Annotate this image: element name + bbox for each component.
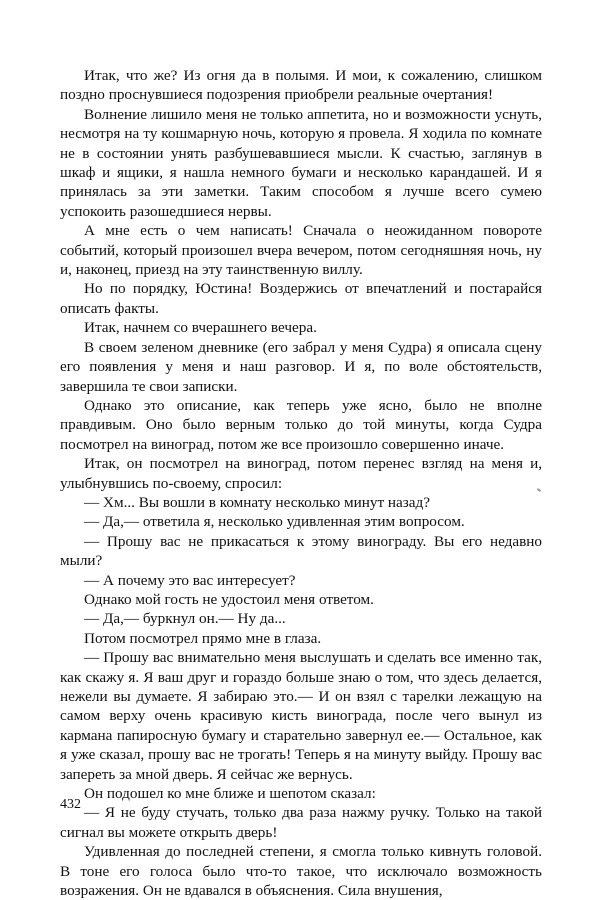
paragraph: В своем зеленом дневнике (его забрал у меня Судра) я описала сцену его появления у меня и наш разговор. И я, по воле обстоятельств, завершила те свои записки.	[60, 338, 542, 395]
body-text	[60, 66, 542, 900]
paragraph: Однако мой гость не удостоил меня ответом.	[84, 590, 374, 608]
paragraph: Итак, что же? Из огня да в полымя. И мои, к сожалению, слишком поздно проснувшиеся подозрения приобрели реальные очертания!	[60, 67, 542, 104]
paragraph: Волнение лишило меня не только аппетита, но и возможности уснуть, несмотря на ту кошмарную ночь, которую я провела. Я ходила по комнате не в состоянии унять разбушевавшиеся мысли. К счастью, заглянув в шкаф и ящики, я нашла немного бумаги и несколько карандашей. И я принялась за эти заметки. Таким способом я лучше всего сумею успокоить разошедшиеся нервы.	[60, 105, 542, 220]
dialogue-line: — Я не буду стучать, только два раза нажму ручку. Только на такой сигнал вы можете открыть дверь!	[60, 804, 542, 841]
dialogue-line: — А почему это вас интересует?	[84, 571, 296, 589]
paragraph: Итак, начнем со вчерашнего вечера.	[84, 319, 317, 337]
paragraph: Однако это описание, как теперь уже ясно, было не вполне правдивым. Оно было верным только до той минуты, когда Судра посмотрел на виноград, потом же все произошло совершенно иначе.	[60, 396, 542, 453]
paragraph: Потом посмотрел прямо мне в глаза.	[84, 629, 322, 647]
dialogue-line: — Прошу вас внимательно меня выслушать и сделать все именно так, как скажу я. Я ваш друг и гораздо больше знаю о том, что здесь делается, нежели вы думаете. Я забираю это.— И он взял с тарелки лежащую на самом верху очень красивую кисть винограда, после чего вынул из кармана папиросную бумагу и старательно завернул ее.— Остальное, как я уже сказал, прошу вас не трогать! Теперь я на минуту выйду. Прошу вас запереть за мной дверь. Я сейчас же вернусь.	[60, 649, 542, 783]
page-number: 432	[60, 797, 81, 812]
dialogue-line: — Да,— буркнул он.— Ну да...	[84, 610, 286, 628]
paragraph: Но по порядку, Юстина! Воздержись от впечатлений и постарайся описать факты.	[60, 280, 542, 317]
paragraph: Удивленная до последней степени, я смогла только кивнуть головой. В тоне его голоса было что-то такое, что исключало возможность возражения. Он не вдавался в объяснения. Сила внушения,	[60, 843, 542, 900]
paragraph: А мне есть о чем написать! Сначала о неожиданном повороте событий, который произошел вчера вечером, потом сегодняшняя ночь, ну и, наконец, приезд на эту таинственную виллу.	[60, 222, 542, 279]
paragraph: Он подошел ко мне ближе и шепотом сказал:	[84, 785, 376, 803]
paragraph: Итак, он посмотрел на виноград, потом перенес взгляд на меня и, улыбнувшись по-своему, спросил:	[60, 455, 542, 492]
dialogue-line: — Прошу вас не прикасаться к этому винограду. Вы его недавно мыли?	[60, 532, 542, 570]
dialogue-line: — Хм... Вы вошли в комнату несколько минут назад?	[84, 493, 430, 511]
dialogue-line: — Да,— ответила я, несколько удивленная этим вопросом.	[84, 513, 465, 531]
